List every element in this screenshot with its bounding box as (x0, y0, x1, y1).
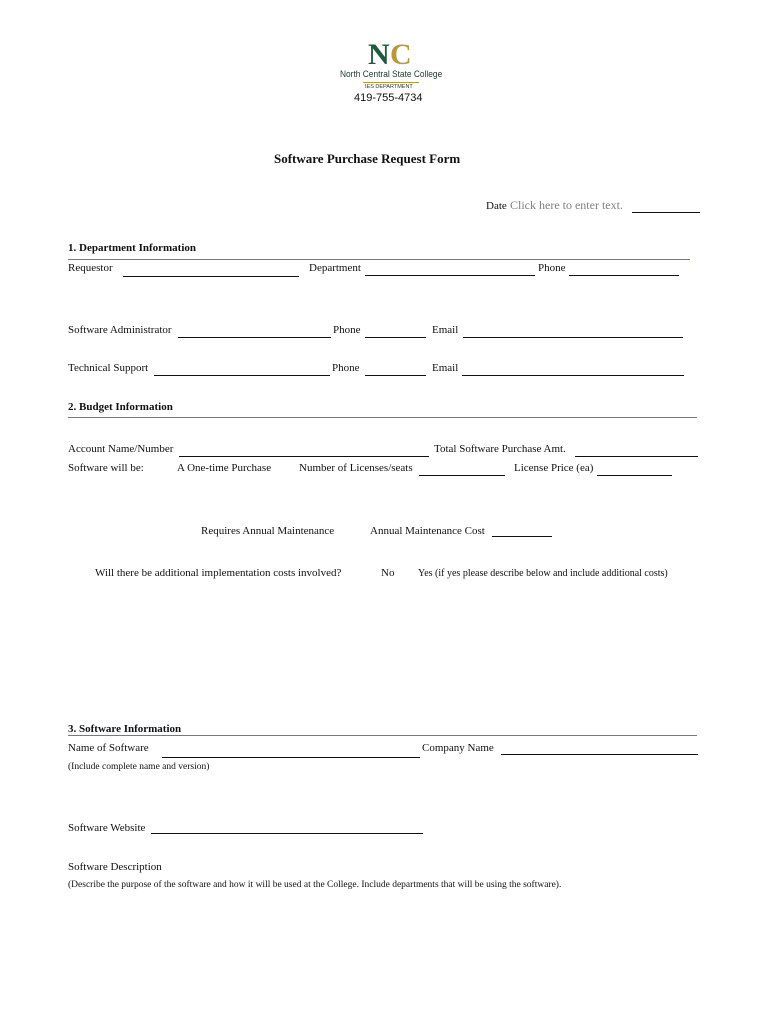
software-name-field[interactable] (162, 757, 420, 758)
date-field[interactable]: Click here to enter text. (510, 198, 623, 212)
account-label: Account Name/Number (68, 443, 174, 455)
impl-question: Will there be additional implementation costs involved? (95, 567, 342, 579)
department-label: IES DEPARTMENT (365, 84, 413, 90)
date-label: Date (486, 200, 507, 212)
tech-support-field[interactable] (154, 375, 330, 376)
will-be-label: Software will be: (68, 462, 144, 474)
software-name-label: Name of Software (68, 742, 149, 754)
annual-cost-label: Annual Maintenance Cost (370, 525, 485, 537)
admin-phone-field[interactable] (365, 337, 426, 338)
total-label: Total Software Purchase Amt. (434, 443, 566, 455)
department-field[interactable] (365, 275, 535, 276)
tech-email-label: Email (432, 362, 459, 374)
annual-maint-option[interactable]: Requires Annual Maintenance (201, 525, 335, 537)
description-note: (Describe the purpose of the software and how it will be used at the College. Include departments that will be using the software). (68, 880, 562, 890)
website-label: Software Website (68, 822, 146, 834)
company-name-label: Company Name (422, 742, 494, 754)
section2-heading: 2. Budget Information (68, 401, 173, 413)
svg-text:N: N (368, 38, 390, 70)
requestor-label: Requestor (68, 262, 113, 274)
phone-field[interactable] (569, 275, 679, 276)
description-label: Software Description (68, 861, 162, 873)
header-phone: 419-755-4734 (354, 92, 423, 104)
impl-yes-option[interactable]: Yes (if yes please describe below and include additional costs) (418, 568, 668, 579)
tech-email-field[interactable] (462, 375, 684, 376)
college-logo (360, 38, 450, 70)
account-field[interactable] (179, 456, 429, 457)
section3-heading: 3. Software Information (68, 723, 182, 735)
website-field[interactable] (151, 833, 423, 834)
license-price-field[interactable] (597, 475, 672, 476)
software-admin-field[interactable] (178, 337, 331, 338)
tech-support-label: Technical Support (68, 362, 149, 374)
section3-rule (68, 735, 697, 736)
section1-heading: 1. Department Information (68, 242, 197, 254)
annual-cost-field[interactable] (492, 536, 552, 537)
section2-rule (68, 417, 697, 418)
tech-phone-field[interactable] (365, 375, 426, 376)
licenses-field[interactable] (419, 475, 505, 476)
date-line (632, 212, 700, 213)
impl-no-option[interactable]: No (381, 567, 395, 579)
admin-phone-label: Phone (333, 324, 361, 336)
licenses-label: Number of Licenses/seats (299, 462, 413, 474)
admin-email-label: Email (432, 324, 459, 336)
svg-text:C: C (390, 38, 412, 70)
phone-label: Phone (538, 262, 566, 274)
total-field[interactable] (575, 456, 698, 457)
software-admin-label: Software Administrator (68, 324, 172, 336)
section1-rule (68, 259, 690, 260)
logo-divider (363, 82, 419, 83)
college-name: North Central State College (340, 69, 443, 80)
company-name-field[interactable] (501, 754, 698, 755)
form-title: Software Purchase Request Form (274, 151, 461, 166)
license-price-label: License Price (ea) (514, 462, 594, 474)
requestor-field[interactable] (123, 276, 299, 277)
software-name-note: (Include complete name and version) (68, 762, 210, 772)
tech-phone-label: Phone (332, 362, 360, 374)
department-label: Department (309, 262, 361, 274)
admin-email-field[interactable] (463, 337, 683, 338)
one-time-option[interactable]: A One-time Purchase (177, 462, 272, 474)
